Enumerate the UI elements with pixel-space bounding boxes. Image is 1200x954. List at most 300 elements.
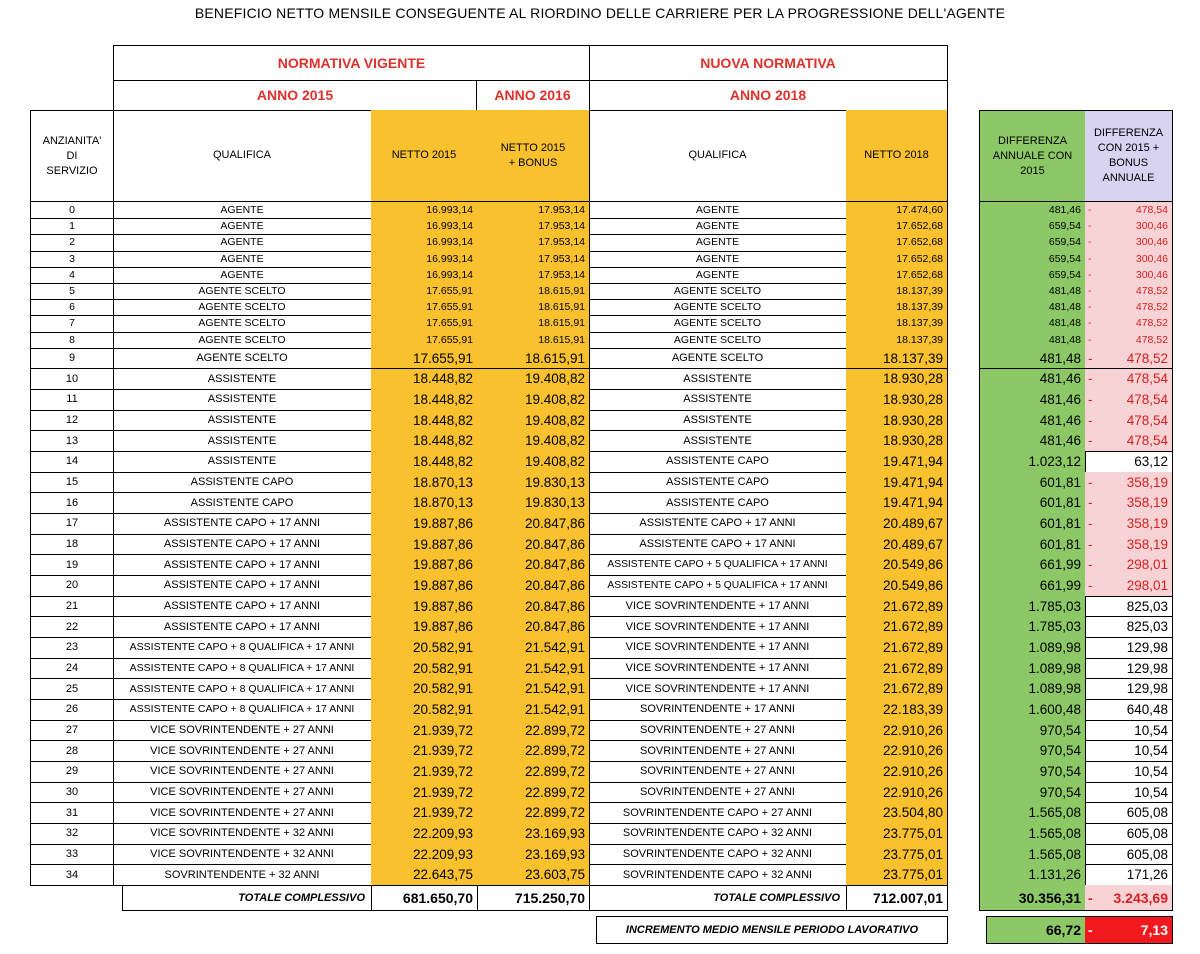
cell-anzianita: 33 [30, 844, 114, 866]
cell-netto-2015-bonus: 19.408,82 [477, 389, 590, 411]
cell-qualifica-old: ASSISTENTE CAPO + 17 ANNI [113, 575, 372, 597]
header-anno-2018: ANNO 2018 [589, 80, 948, 111]
cell-qualifica-new: ASSISTENTE [589, 369, 847, 391]
cell-differenza-bonus [1085, 740, 1173, 762]
cell-netto-2015: 18.870,13 [371, 472, 478, 494]
cell-qualifica-old: AGENTE [113, 251, 372, 268]
cell-netto-2015: 18.448,82 [371, 451, 478, 473]
cell-netto-2015: 20.582,91 [371, 678, 478, 700]
cell-differenza-bonus-value: 640,48 [1126, 701, 1168, 717]
cell-anzianita: 32 [30, 823, 114, 845]
cell-netto-2015: 16.993,14 [371, 251, 478, 268]
cell-qualifica-old: VICE SOVRINTENDENTE + 32 ANNI [113, 844, 372, 866]
cell-netto-2015-bonus: 20.847,86 [477, 534, 590, 556]
cell-netto-2015: 16.993,14 [371, 202, 478, 219]
cell-differenza-2015: 481,48 [979, 315, 1086, 332]
cell-netto-2015: 18.870,13 [371, 492, 478, 514]
cell-netto-2015-bonus: 18.615,91 [477, 348, 590, 370]
cell-differenza-2015: 659,54 [979, 251, 1086, 268]
cell-netto-2015: 22.643,75 [371, 864, 478, 886]
cell-netto-2018: 17.652,68 [846, 251, 948, 268]
cell-netto-2015-bonus: 23.169,93 [477, 823, 590, 845]
cell-anzianita: 13 [30, 430, 114, 452]
cell-netto-2015-bonus: 17.953,14 [477, 267, 590, 284]
header-nuova-normativa: NUOVA NORMATIVA [589, 45, 948, 81]
total-label-old: TOTALE COMPLESSIVO [122, 885, 372, 911]
cell-differenza-bonus-value: 10,54 [1134, 743, 1168, 759]
cell-qualifica-old: ASSISTENTE [113, 369, 372, 391]
cell-differenza-2015: 601,81 [979, 472, 1086, 494]
cell-qualifica-old: ASSISTENTE [113, 430, 372, 452]
cell-differenza-2015: 1.089,98 [979, 637, 1086, 659]
col-header-qualifica-old: QUALIFICA [113, 110, 372, 202]
cell-differenza-2015: 661,99 [979, 575, 1086, 597]
cell-differenza-bonus [1085, 315, 1173, 332]
cell-netto-2015: 17.655,91 [371, 315, 478, 332]
total-netto-2015-bonus: 715.250,70 [477, 885, 590, 911]
cell-netto-2015: 19.887,86 [371, 575, 478, 597]
cell-netto-2015-bonus: 19.830,13 [477, 492, 590, 514]
incremento-differenza-bonus [1085, 916, 1173, 944]
cell-qualifica-new: AGENTE [589, 234, 847, 251]
cell-differenza-2015: 1.131,26 [979, 864, 1086, 886]
cell-differenza-bonus-value: 10,54 [1134, 763, 1168, 779]
cell-qualifica-new: SOVRINTENDENTE CAPO + 32 ANNI [589, 844, 847, 866]
cell-differenza-bonus-value: 358,19 [1126, 536, 1168, 552]
header-anno-2015: ANNO 2015 [113, 80, 477, 111]
cell-qualifica-old: ASSISTENTE CAPO + 17 ANNI [113, 616, 372, 638]
cell-netto-2015: 18.448,82 [371, 430, 478, 452]
cell-netto-2015: 19.887,86 [371, 596, 478, 618]
cell-differenza-bonus-value: 129,98 [1126, 681, 1168, 697]
cell-netto-2018: 17.474,60 [846, 202, 948, 219]
cell-netto-2018: 22.910,26 [846, 782, 948, 804]
cell-qualifica-old: VICE SOVRINTENDENTE + 27 ANNI [113, 720, 372, 742]
cell-differenza-bonus [1085, 332, 1173, 349]
cell-netto-2018: 21.672,89 [846, 596, 948, 618]
cell-qualifica-old: ASSISTENTE CAPO [113, 492, 372, 514]
minus-sign: - [1088, 889, 1093, 906]
cell-netto-2018: 18.930,28 [846, 369, 948, 391]
cell-differenza-bonus [1085, 575, 1173, 597]
cell-netto-2018: 17.652,68 [846, 234, 948, 251]
cell-differenza-bonus-value: 358,19 [1126, 474, 1168, 490]
cell-anzianita: 9 [30, 348, 114, 370]
cell-differenza-bonus-value: 298,01 [1126, 577, 1168, 593]
cell-anzianita: 7 [30, 315, 114, 332]
minus-sign: - [1088, 268, 1092, 281]
cell-differenza-bonus [1085, 267, 1173, 284]
cell-netto-2015-bonus: 21.542,91 [477, 699, 590, 721]
cell-qualifica-new: SOVRINTENDENTE + 27 ANNI [589, 761, 847, 783]
cell-qualifica-new: ASSISTENTE CAPO + 5 QUALIFICA + 17 ANNI [589, 575, 847, 597]
total-differenza-bonus [1085, 885, 1173, 911]
cell-qualifica-new: SOVRINTENDENTE CAPO + 27 ANNI [589, 802, 847, 824]
cell-netto-2015-bonus: 18.615,91 [477, 299, 590, 316]
cell-differenza-2015: 1.785,03 [979, 596, 1086, 618]
minus-sign: - [1088, 301, 1092, 314]
cell-netto-2018: 20.549,86 [846, 575, 948, 597]
cell-differenza-bonus [1085, 720, 1173, 742]
cell-differenza-bonus [1085, 699, 1173, 721]
cell-differenza-bonus-value: 298,01 [1126, 557, 1168, 573]
cell-netto-2015-bonus: 20.847,86 [477, 616, 590, 638]
incremento-differenza-bonus-value: 7,13 [1140, 922, 1168, 938]
cell-qualifica-old: AGENTE SCELTO [113, 299, 372, 316]
cell-qualifica-old: ASSISTENTE CAPO + 8 QUALIFICA + 17 ANNI [113, 699, 372, 721]
cell-qualifica-old: ASSISTENTE CAPO + 17 ANNI [113, 596, 372, 618]
cell-differenza-2015: 1.023,12 [979, 451, 1086, 473]
cell-differenza-bonus-value: 478,52 [1135, 333, 1168, 346]
cell-netto-2015: 17.655,91 [371, 299, 478, 316]
cell-differenza-2015: 481,48 [979, 299, 1086, 316]
cell-differenza-bonus-value: 825,03 [1126, 598, 1168, 614]
cell-differenza-bonus-value: 478,54 [1126, 412, 1168, 428]
cell-differenza-bonus [1085, 678, 1173, 700]
cell-differenza-2015: 1.785,03 [979, 616, 1086, 638]
cell-netto-2015-bonus: 20.847,86 [477, 596, 590, 618]
cell-qualifica-new: AGENTE [589, 218, 847, 235]
cell-differenza-bonus [1085, 802, 1173, 824]
cell-qualifica-old: AGENTE SCELTO [113, 332, 372, 349]
minus-sign: - [1088, 391, 1093, 407]
cell-qualifica-old: AGENTE [113, 234, 372, 251]
cell-netto-2015-bonus: 18.615,91 [477, 332, 590, 349]
cell-netto-2015-bonus: 20.847,86 [477, 513, 590, 535]
cell-qualifica-new: VICE SOVRINTENDENTE + 17 ANNI [589, 637, 847, 659]
cell-netto-2015-bonus: 22.899,72 [477, 720, 590, 742]
cell-netto-2018: 17.652,68 [846, 218, 948, 235]
cell-differenza-bonus-value: 478,52 [1135, 301, 1168, 314]
cell-qualifica-old: ASSISTENTE CAPO + 8 QUALIFICA + 17 ANNI [113, 637, 372, 659]
cell-differenza-bonus-value: 478,54 [1135, 204, 1168, 217]
cell-netto-2015: 22.209,93 [371, 844, 478, 866]
cell-netto-2015-bonus: 19.830,13 [477, 472, 590, 494]
minus-sign: - [1088, 220, 1092, 233]
cell-anzianita: 1 [30, 218, 114, 235]
cell-anzianita: 2 [30, 234, 114, 251]
cell-netto-2018: 19.471,94 [846, 472, 948, 494]
cell-differenza-2015: 970,54 [979, 761, 1086, 783]
cell-anzianita: 29 [30, 761, 114, 783]
minus-sign: - [1088, 495, 1093, 511]
cell-anzianita: 34 [30, 864, 114, 886]
cell-netto-2015: 21.939,72 [371, 761, 478, 783]
cell-qualifica-new: SOVRINTENDENTE + 17 ANNI [589, 699, 847, 721]
cell-qualifica-old: ASSISTENTE CAPO [113, 472, 372, 494]
cell-qualifica-new: AGENTE SCELTO [589, 348, 847, 370]
cell-differenza-bonus-value: 129,98 [1126, 660, 1168, 676]
cell-differenza-bonus [1085, 554, 1173, 576]
cell-qualifica-old: AGENTE [113, 218, 372, 235]
cell-netto-2015-bonus: 19.408,82 [477, 369, 590, 391]
cell-netto-2015-bonus: 22.899,72 [477, 740, 590, 762]
cell-qualifica-old: AGENTE [113, 202, 372, 219]
cell-qualifica-old: AGENTE SCELTO [113, 283, 372, 300]
cell-netto-2015-bonus: 18.615,91 [477, 315, 590, 332]
cell-netto-2015-bonus: 20.847,86 [477, 554, 590, 576]
minus-sign: - [1088, 252, 1092, 265]
incremento-differenza-2015: 66,72 [986, 916, 1086, 944]
minus-sign: - [1088, 577, 1093, 593]
cell-differenza-bonus [1085, 234, 1173, 251]
cell-netto-2018: 18.137,39 [846, 299, 948, 316]
cell-anzianita: 8 [30, 332, 114, 349]
cell-anzianita: 20 [30, 575, 114, 597]
cell-qualifica-new: AGENTE SCELTO [589, 299, 847, 316]
cell-differenza-2015: 659,54 [979, 267, 1086, 284]
cell-netto-2015-bonus: 23.603,75 [477, 864, 590, 886]
cell-qualifica-new: SOVRINTENDENTE + 27 ANNI [589, 740, 847, 762]
cell-netto-2018: 22.910,26 [846, 720, 948, 742]
cell-anzianita: 10 [30, 369, 114, 391]
cell-anzianita: 28 [30, 740, 114, 762]
cell-qualifica-new: AGENTE SCELTO [589, 315, 847, 332]
cell-anzianita: 0 [30, 202, 114, 219]
cell-netto-2015-bonus: 19.408,82 [477, 430, 590, 452]
minus-sign: - [1088, 922, 1093, 938]
cell-differenza-bonus-value: 129,98 [1126, 639, 1168, 655]
col-header-qualifica-new: QUALIFICA [589, 110, 847, 202]
page-title: BENEFICIO NETTO MENSILE CONSEGUENTE AL RIORDINO DELLE CARRIERE PER LA PROGRESSIONE DELL'AGENTE [194, 5, 1006, 21]
cell-differenza-2015: 1.089,98 [979, 678, 1086, 700]
cell-differenza-bonus-value: 300,46 [1135, 268, 1168, 281]
cell-differenza-bonus [1085, 202, 1173, 219]
cell-qualifica-new: VICE SOVRINTENDENTE + 17 ANNI [589, 658, 847, 680]
cell-netto-2015-bonus: 21.542,91 [477, 637, 590, 659]
cell-qualifica-new: AGENTE SCELTO [589, 283, 847, 300]
cell-qualifica-old: ASSISTENTE CAPO + 17 ANNI [113, 534, 372, 556]
cell-differenza-2015: 1.565,08 [979, 844, 1086, 866]
cell-netto-2018: 20.489,67 [846, 534, 948, 556]
minus-sign: - [1088, 333, 1092, 346]
cell-anzianita: 19 [30, 554, 114, 576]
minus-sign: - [1088, 236, 1092, 249]
cell-differenza-bonus [1085, 218, 1173, 235]
col-header-netto-2015: NETTO 2015 [371, 110, 478, 202]
cell-anzianita: 22 [30, 616, 114, 638]
cell-differenza-bonus [1085, 451, 1173, 473]
cell-qualifica-old: ASSISTENTE CAPO + 17 ANNI [113, 513, 372, 535]
cell-differenza-bonus-value: 63,12 [1134, 453, 1168, 469]
cell-qualifica-old: AGENTE [113, 267, 372, 284]
cell-anzianita: 31 [30, 802, 114, 824]
cell-anzianita: 11 [30, 389, 114, 411]
cell-netto-2018: 21.672,89 [846, 637, 948, 659]
minus-sign: - [1088, 285, 1092, 298]
cell-qualifica-old: VICE SOVRINTENDENTE + 27 ANNI [113, 761, 372, 783]
cell-netto-2015-bonus: 21.542,91 [477, 658, 590, 680]
minus-sign: - [1088, 350, 1093, 366]
cell-differenza-2015: 1.565,08 [979, 802, 1086, 824]
cell-differenza-bonus-value: 10,54 [1134, 722, 1168, 738]
cell-netto-2015: 20.582,91 [371, 699, 478, 721]
cell-anzianita: 27 [30, 720, 114, 742]
cell-differenza-bonus-value: 478,54 [1126, 391, 1168, 407]
cell-anzianita: 23 [30, 637, 114, 659]
minus-sign: - [1088, 317, 1092, 330]
cell-qualifica-old: ASSISTENTE CAPO + 8 QUALIFICA + 17 ANNI [113, 658, 372, 680]
cell-qualifica-new: SOVRINTENDENTE + 27 ANNI [589, 782, 847, 804]
cell-netto-2015: 19.887,86 [371, 554, 478, 576]
col-header-differenza-2015: DIFFERENZA ANNUALE CON 2015 [979, 110, 1086, 202]
cell-anzianita: 4 [30, 267, 114, 284]
minus-sign: - [1088, 204, 1092, 217]
minus-sign: - [1088, 557, 1093, 573]
total-differenza-2015: 30.356,31 [979, 885, 1086, 911]
cell-differenza-2015: 481,46 [979, 389, 1086, 411]
col-header-anzianita: ANZIANITA' DI SERVIZIO [30, 110, 114, 202]
cell-differenza-bonus [1085, 430, 1173, 452]
cell-differenza-2015: 601,81 [979, 492, 1086, 514]
cell-differenza-bonus-value: 300,46 [1135, 236, 1168, 249]
cell-qualifica-old: AGENTE SCELTO [113, 315, 372, 332]
cell-netto-2015: 21.939,72 [371, 740, 478, 762]
cell-differenza-2015: 601,81 [979, 513, 1086, 535]
cell-qualifica-new: AGENTE [589, 202, 847, 219]
cell-differenza-bonus [1085, 283, 1173, 300]
header-anno-2016: ANNO 2016 [476, 80, 590, 111]
cell-differenza-2015: 481,46 [979, 410, 1086, 432]
cell-netto-2015: 20.582,91 [371, 658, 478, 680]
cell-differenza-bonus-value: 605,08 [1126, 805, 1168, 821]
cell-qualifica-new: ASSISTENTE [589, 389, 847, 411]
cell-anzianita: 25 [30, 678, 114, 700]
cell-netto-2018: 20.489,67 [846, 513, 948, 535]
cell-anzianita: 16 [30, 492, 114, 514]
cell-differenza-bonus-value: 605,08 [1126, 825, 1168, 841]
cell-netto-2015: 17.655,91 [371, 283, 478, 300]
cell-netto-2015-bonus: 22.899,72 [477, 782, 590, 804]
col-header-netto-2015-bonus: NETTO 2015 + BONUS [477, 110, 590, 202]
cell-differenza-2015: 1.600,48 [979, 699, 1086, 721]
cell-qualifica-new: AGENTE [589, 251, 847, 268]
cell-differenza-2015: 601,81 [979, 534, 1086, 556]
cell-netto-2015: 18.448,82 [371, 389, 478, 411]
cell-netto-2018: 23.775,01 [846, 823, 948, 845]
cell-netto-2015: 21.939,72 [371, 802, 478, 824]
incremento-label: INCREMENTO MEDIO MENSILE PERIODO LAVORATIVO [596, 916, 948, 944]
cell-anzianita: 12 [30, 410, 114, 432]
cell-netto-2018: 18.137,39 [846, 283, 948, 300]
cell-netto-2015: 16.993,14 [371, 218, 478, 235]
cell-netto-2018: 17.652,68 [846, 267, 948, 284]
cell-netto-2018: 21.672,89 [846, 658, 948, 680]
cell-anzianita: 15 [30, 472, 114, 494]
cell-differenza-bonus [1085, 513, 1173, 535]
cell-qualifica-new: SOVRINTENDENTE CAPO + 32 ANNI [589, 823, 847, 845]
cell-netto-2015-bonus: 17.953,14 [477, 251, 590, 268]
cell-qualifica-new: AGENTE SCELTO [589, 332, 847, 349]
cell-netto-2018: 22.183,39 [846, 699, 948, 721]
cell-differenza-bonus [1085, 761, 1173, 783]
cell-anzianita: 26 [30, 699, 114, 721]
cell-netto-2015: 19.887,86 [371, 513, 478, 535]
cell-differenza-bonus [1085, 596, 1173, 618]
cell-netto-2015-bonus: 17.953,14 [477, 234, 590, 251]
cell-anzianita: 24 [30, 658, 114, 680]
col-header-differenza-bonus: DIFFERENZA CON 2015 + BONUS ANNUALE [1085, 110, 1173, 202]
cell-qualifica-old: ASSISTENTE [113, 389, 372, 411]
cell-netto-2015-bonus: 21.542,91 [477, 678, 590, 700]
cell-netto-2018: 18.930,28 [846, 430, 948, 452]
cell-differenza-bonus-value: 478,52 [1126, 350, 1168, 366]
cell-qualifica-new: VICE SOVRINTENDENTE + 17 ANNI [589, 596, 847, 618]
cell-differenza-bonus-value: 478,54 [1126, 371, 1168, 387]
cell-netto-2015-bonus: 17.953,14 [477, 202, 590, 219]
cell-differenza-bonus [1085, 492, 1173, 514]
cell-differenza-2015: 659,54 [979, 234, 1086, 251]
cell-qualifica-old: VICE SOVRINTENDENTE + 27 ANNI [113, 740, 372, 762]
cell-netto-2015: 21.939,72 [371, 782, 478, 804]
cell-differenza-bonus [1085, 823, 1173, 845]
cell-qualifica-old: ASSISTENTE [113, 451, 372, 473]
cell-netto-2018: 23.775,01 [846, 864, 948, 886]
cell-qualifica-old: VICE SOVRINTENDENTE + 32 ANNI [113, 823, 372, 845]
minus-sign: - [1088, 371, 1093, 387]
cell-qualifica-new: ASSISTENTE CAPO [589, 451, 847, 473]
cell-qualifica-new: VICE SOVRINTENDENTE + 17 ANNI [589, 678, 847, 700]
cell-anzianita: 3 [30, 251, 114, 268]
cell-qualifica-new: ASSISTENTE CAPO [589, 492, 847, 514]
cell-differenza-bonus [1085, 616, 1173, 638]
cell-differenza-2015: 661,99 [979, 554, 1086, 576]
total-label-new: TOTALE COMPLESSIVO [589, 885, 847, 911]
cell-differenza-bonus [1085, 299, 1173, 316]
cell-netto-2018: 19.471,94 [846, 451, 948, 473]
col-header-netto-2018: NETTO 2018 [846, 110, 948, 202]
cell-netto-2018: 21.672,89 [846, 616, 948, 638]
cell-differenza-bonus-value: 478,52 [1135, 317, 1168, 330]
cell-anzianita: 5 [30, 283, 114, 300]
total-differenza-bonus-value: 3.243,69 [1113, 889, 1168, 906]
cell-qualifica-new: VICE SOVRINTENDENTE + 17 ANNI [589, 616, 847, 638]
cell-netto-2015: 17.655,91 [371, 332, 478, 349]
minus-sign: - [1088, 474, 1093, 490]
cell-qualifica-new: ASSISTENTE CAPO + 17 ANNI [589, 513, 847, 535]
cell-netto-2015: 16.993,14 [371, 267, 478, 284]
cell-differenza-bonus-value: 605,08 [1126, 846, 1168, 862]
cell-qualifica-old: VICE SOVRINTENDENTE + 27 ANNI [113, 802, 372, 824]
cell-netto-2015-bonus: 19.408,82 [477, 451, 590, 473]
minus-sign: - [1088, 536, 1093, 552]
cell-netto-2015-bonus: 23.169,93 [477, 844, 590, 866]
cell-differenza-bonus [1085, 782, 1173, 804]
cell-differenza-bonus [1085, 472, 1173, 494]
cell-qualifica-new: ASSISTENTE CAPO + 5 QUALIFICA + 17 ANNI [589, 554, 847, 576]
cell-differenza-2015: 970,54 [979, 782, 1086, 804]
cell-differenza-bonus-value: 300,46 [1135, 220, 1168, 233]
cell-differenza-bonus-value: 358,19 [1126, 495, 1168, 511]
cell-differenza-bonus-value: 478,52 [1135, 285, 1168, 298]
cell-differenza-bonus [1085, 658, 1173, 680]
cell-netto-2015-bonus: 19.408,82 [477, 410, 590, 432]
cell-anzianita: 21 [30, 596, 114, 618]
cell-netto-2015: 18.448,82 [371, 410, 478, 432]
cell-anzianita: 30 [30, 782, 114, 804]
cell-differenza-bonus [1085, 369, 1173, 391]
cell-differenza-bonus [1085, 864, 1173, 886]
cell-netto-2018: 19.471,94 [846, 492, 948, 514]
cell-qualifica-new: ASSISTENTE [589, 430, 847, 452]
cell-differenza-bonus-value: 10,54 [1134, 784, 1168, 800]
cell-netto-2015: 16.993,14 [371, 234, 478, 251]
cell-netto-2018: 23.504,80 [846, 802, 948, 824]
cell-differenza-2015: 481,46 [979, 430, 1086, 452]
cell-netto-2015: 18.448,82 [371, 369, 478, 391]
cell-differenza-2015: 970,54 [979, 740, 1086, 762]
cell-netto-2018: 18.930,28 [846, 389, 948, 411]
